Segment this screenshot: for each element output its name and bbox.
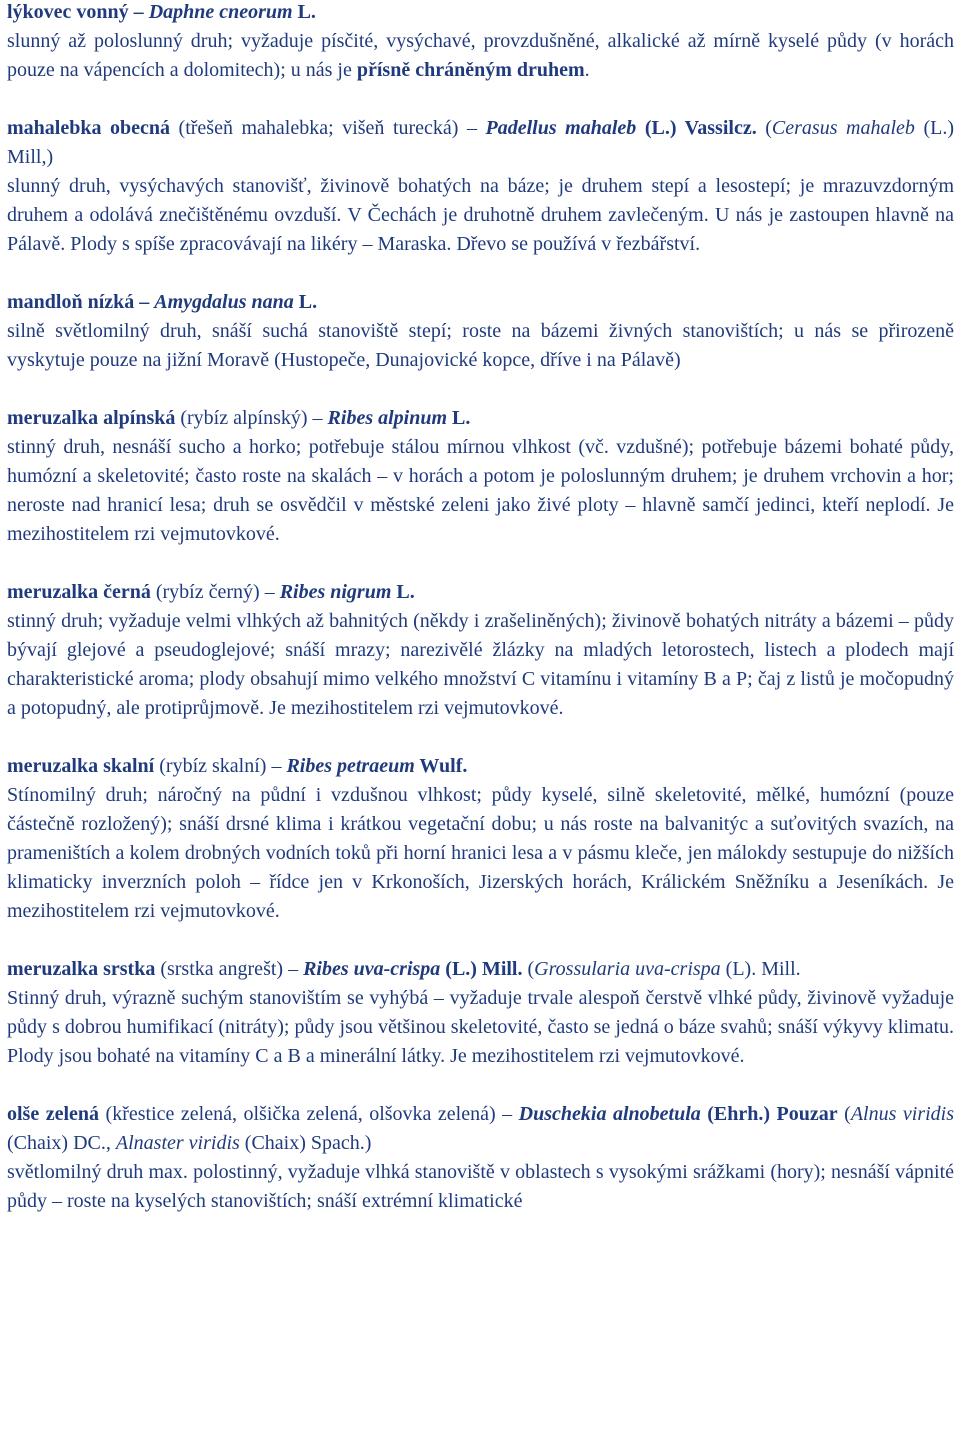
species-description — [7, 607, 954, 723]
heading-text-run: Daphne cneorum — [148, 1, 293, 23]
entry-spacer — [7, 375, 954, 404]
entry-spacer — [7, 723, 954, 752]
heading-text-run: (Ehrh.) Pouzar — [700, 1103, 838, 1125]
description-text-run: stinný druh; vyžaduje velmi vlhkých až bahnitých (někdy i zrašeliněných); živinově bohatých nitráty a bázemi – půdy bývají glejové a pseudoglejové; snáší mrazy; narezivělé žlázky na mladých letorostech, listech a plodech mají charakteristické aroma; plody obsahují mimo velkého množství C vitamínu i vitamíny B a P; čaj z listů je močopudný a potopudný, ale protiprůjmově. Je mezihostitelem rzi vejmutovkové. — [7, 610, 954, 719]
entry-spacer — [7, 926, 954, 955]
species-description — [7, 433, 954, 549]
heading-text-run: meruzalka alpínská — [7, 407, 176, 429]
heading-text-run: (Chaix) Spach.) — [239, 1132, 372, 1154]
heading-text-run: L. — [293, 291, 318, 313]
heading-text-run: (L.) Mill. — [440, 958, 523, 980]
species-heading — [7, 0, 954, 27]
species-entry — [7, 0, 954, 85]
species-description — [7, 27, 954, 85]
description-text-run: světlomilný druh max. polostinný, vyžaduje vlhká stanoviště v oblastech s vysokými srážkami (hory); nesnáší vápnité půdy – roste na kyselých stanovištích; snáší extrémní klimatické — [7, 1161, 954, 1212]
heading-text-run: Grossularia uva-crispa — [534, 958, 721, 980]
heading-text-run: ( — [837, 1103, 851, 1125]
heading-text-run: Ribes alpinum — [327, 407, 448, 429]
description-text-run: stinný druh, nesnáší sucho a horko; potřebuje stálou mírnou vlhkost (vč. vzdušné); potřebuje bázemi bohaté půdy, humózní a skeletovité; často roste na skalách – v horách a potom je poloslunným druhem; je druhem vrchovin a hor; neroste nad hranicí lesa; druh se osvědčil v městské zeleni jako živé ploty – hlavně samčí jedinci, kteří neplodí. Je mezihostitelem rzi vejmutovkové. — [7, 436, 954, 545]
heading-text-run: meruzalka černá — [7, 581, 151, 603]
heading-text-run: (třešeň mahalebka; višeň turecká) – — [170, 117, 486, 139]
species-heading — [7, 578, 954, 607]
description-text-run: silně světlomilný druh, snáší suchá stanoviště stepí; roste na bázemi živných stanovištích; u nás se přirozeně vyskytuje pouze na jižní Moravě (Hustopeče, Dunajovické kopce, dříve i na Pálavě) — [7, 320, 954, 371]
entry-spacer — [7, 549, 954, 578]
heading-text-run: (Chaix) DC., — [7, 1132, 116, 1154]
species-heading — [7, 288, 954, 317]
species-description — [7, 317, 954, 375]
heading-text-run: Duschekia alnobetula — [518, 1103, 701, 1125]
heading-text-run: meruzalka srstka — [7, 958, 156, 980]
heading-text-run: L. — [391, 581, 415, 603]
species-description — [7, 172, 954, 259]
heading-text-run: (L.) Mill,) — [7, 117, 954, 168]
heading-text-run: L. — [292, 1, 316, 23]
description-text-run: . — [584, 59, 590, 81]
description-text-run: Stínomilný druh; náročný na půdní i vzdušnou vlhkost; půdy kyselé, silně skeletovité, mělké, humózní (pouze částečně rozložený); snáší drsné klima i krátkou vegetační dobu; u nás roste na balvanitýc a suťovitých svazích, na prameništích a kolem drobných vodních toků při horní hranici lesa a v pásmu kleče, jen málokdy sestupuje do nižších klimaticky inverzních poloh – řídce jen v Krkonoších, Jizerských horách, Králickém Sněžníku a Jeseníkách. Je mezihostitelem rzi vejmutovkové. — [7, 784, 954, 922]
heading-text-run: (L). Mill. — [720, 958, 801, 980]
heading-text-run: Padellus mahaleb — [485, 117, 637, 139]
heading-text-run: (křestice zelená, olšička zelená, olšovka zelená) – — [99, 1103, 519, 1125]
heading-text-run: mahalebka obecná — [7, 117, 170, 139]
species-heading — [7, 752, 954, 781]
heading-text-run: Ribes nigrum — [279, 581, 392, 603]
heading-text-run: ( — [522, 958, 535, 980]
heading-text-run: L. — [447, 407, 471, 429]
heading-text-run: (rybíz černý) – — [150, 581, 280, 603]
species-entry — [7, 1100, 954, 1216]
description-text-run: slunný až poloslunný druh; vyžaduje písčité, vysýchavé, provzdušněné, alkalické až mírně kyselé půdy (v horách pouze na vápencích a dolomitech); u nás je — [7, 30, 954, 81]
heading-text-run: (srstka angrešt) – — [155, 958, 304, 980]
heading-text-run: (rybíz alpínský) – — [175, 407, 328, 429]
heading-text-run: Ribes uva-crispa — [303, 958, 441, 980]
heading-text-run: Amygdalus nana — [154, 291, 294, 313]
species-heading — [7, 1100, 954, 1158]
species-entry — [7, 114, 954, 259]
heading-text-run: lýkovec vonný – — [7, 1, 149, 23]
heading-text-run: ( — [756, 117, 772, 139]
entry-spacer — [7, 259, 954, 288]
entry-spacer — [7, 1071, 954, 1100]
species-description — [7, 984, 954, 1071]
heading-text-run: Wulf. — [414, 755, 468, 777]
species-heading — [7, 404, 954, 433]
species-entry — [7, 288, 954, 375]
species-description — [7, 781, 954, 926]
description-text-run: Stinný druh, výrazně suchým stanovištím se vyhýbá – vyžaduje trvale alespoň čerstvě vlhké půdy, živinově vyžaduje půdy s dobrou humifikací (nitráty); půdy jsou většinou skeletovité, často se jedná o báze svahů; snáší výkyvy klimatu. Plody jsou bohaté na vitamíny C a B a minerální látky. Je mezihostitelem rzi vejmutovkové. — [7, 987, 954, 1067]
entry-spacer — [7, 85, 954, 114]
description-text-run: přísně chráněným druhem — [356, 59, 585, 81]
species-entry — [7, 752, 954, 926]
species-heading — [7, 955, 954, 984]
description-text-run: slunný druh, vysýchavých stanovišť, živinově bohatých na báze; je druhem stepí a lesostepí; je mrazuvzdorným druhem a odolává znečištěnému ovzduší. V Čechách je druhotně druhem zavlečeným. U nás je zastoupen hlavně na Pálavě. Plody s spíše zpracovávají na likéry – Maraska. Dřevo se používá v řezbářství. — [7, 175, 954, 255]
heading-text-run: meruzalka skalní — [7, 755, 155, 777]
heading-text-run: Cerasus mahaleb — [771, 117, 915, 139]
heading-text-run: Ribes petraeum — [286, 755, 415, 777]
heading-text-run: mandloň nízká – — [7, 291, 155, 313]
heading-text-run: Alnaster viridis — [115, 1132, 240, 1154]
heading-text-run: (rybíz skalní) – — [154, 755, 287, 777]
heading-text-run: Alnus viridis — [850, 1103, 955, 1125]
species-heading — [7, 114, 954, 172]
species-entry — [7, 578, 954, 723]
species-entry — [7, 404, 954, 549]
heading-text-run: (L.) Vassilcz. — [636, 117, 757, 139]
species-entry — [7, 955, 954, 1071]
heading-text-run: olše zelená — [7, 1103, 100, 1125]
species-description — [7, 1158, 954, 1216]
